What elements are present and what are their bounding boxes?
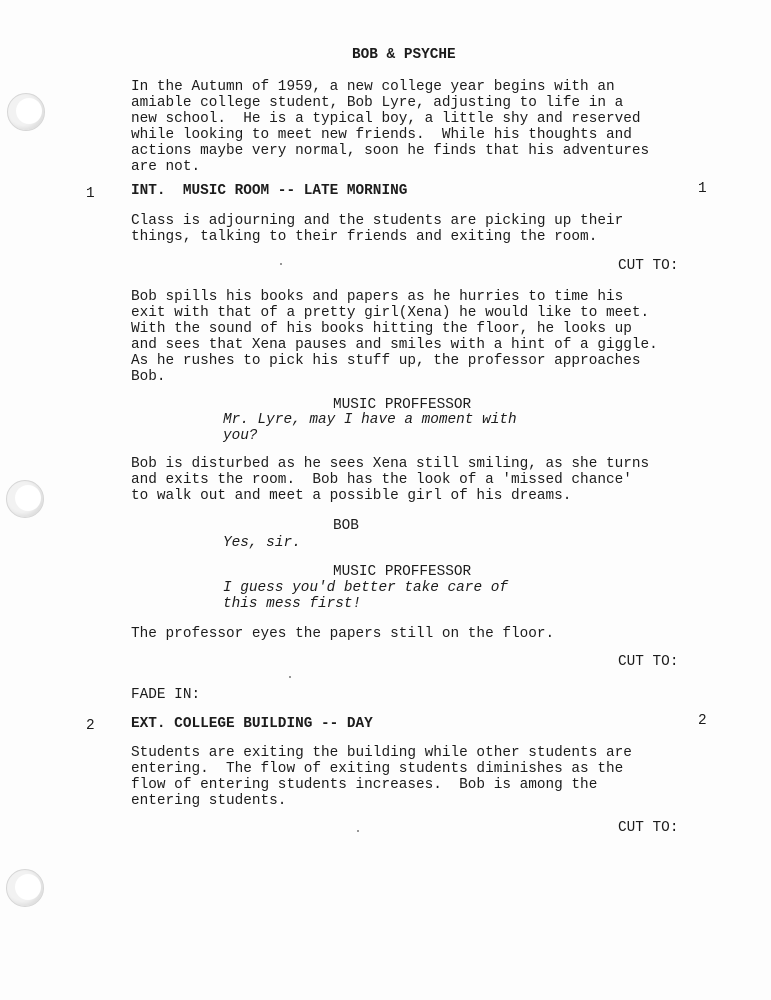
scene-1-number-left: 1 xyxy=(86,186,95,202)
binder-hole-top xyxy=(7,93,45,131)
scene-2-transition-1: CUT TO: xyxy=(618,820,679,836)
character-cue-1: MUSIC PROFFESSOR xyxy=(333,397,472,413)
fade-in-transition: FADE IN: xyxy=(131,687,201,703)
intro-paragraph: In the Autumn of 1959, a new college year begins with an amiable college student, Bob Lyre, adjusting to life in a new school. He is a typical boy, a little shy and reserved while looking to meet new friends. While his thoughts and actions maybe very normal, soon he finds that his adventures are not. xyxy=(131,79,650,175)
character-cue-2: BOB xyxy=(333,518,359,534)
scene-2-action-1: Students are exiting the building while other students are entering. The flow of exiting students diminishes as the flow of entering students increases. Bob is among the entering students. xyxy=(131,745,632,809)
scene-1-transition-2: CUT TO: xyxy=(618,654,679,670)
scene-1-number-right: 1 xyxy=(698,181,707,197)
dialogue-2: Yes, sir. xyxy=(223,535,301,551)
scene-1-action-1: Class is adjourning and the students are picking up their things, talking to their friends and exiting the room. xyxy=(131,213,624,245)
paper-speck xyxy=(289,676,291,678)
dialogue-1: Mr. Lyre, may I have a moment with you? xyxy=(223,412,517,444)
script-title: BOB & PSYCHE xyxy=(352,47,456,63)
scene-1-action-4: The professor eyes the papers still on the floor. xyxy=(131,626,555,642)
binder-hole-bottom xyxy=(6,869,44,907)
scene-2-heading: EXT. COLLEGE BUILDING -- DAY xyxy=(131,716,373,732)
scene-1-transition-1: CUT TO: xyxy=(618,258,679,274)
scene-1-action-2: Bob spills his books and papers as he hurries to time his exit with that of a pretty girl(Xena) he would like to meet. With the sound of his books hitting the floor, he looks up and sees that Xena pauses and smiles with a hint of a giggle. As he rushes to pick his stuff up, the professor approaches Bob. xyxy=(131,289,658,385)
scene-1-heading: INT. MUSIC ROOM -- LATE MORNING xyxy=(131,183,408,199)
paper-speck xyxy=(280,263,282,265)
binder-hole-middle xyxy=(6,480,44,518)
paper-speck xyxy=(357,830,359,832)
scene-2-number-left: 2 xyxy=(86,718,95,734)
dialogue-3: I guess you'd better take care of this mess first! xyxy=(223,580,508,612)
scene-1-action-3: Bob is disturbed as he sees Xena still smiling, as she turns and exits the room. Bob has the look of a 'missed chance' to walk out and meet a possible girl of his dreams. xyxy=(131,456,650,504)
scene-2-number-right: 2 xyxy=(698,713,707,729)
character-cue-3: MUSIC PROFFESSOR xyxy=(333,564,472,580)
